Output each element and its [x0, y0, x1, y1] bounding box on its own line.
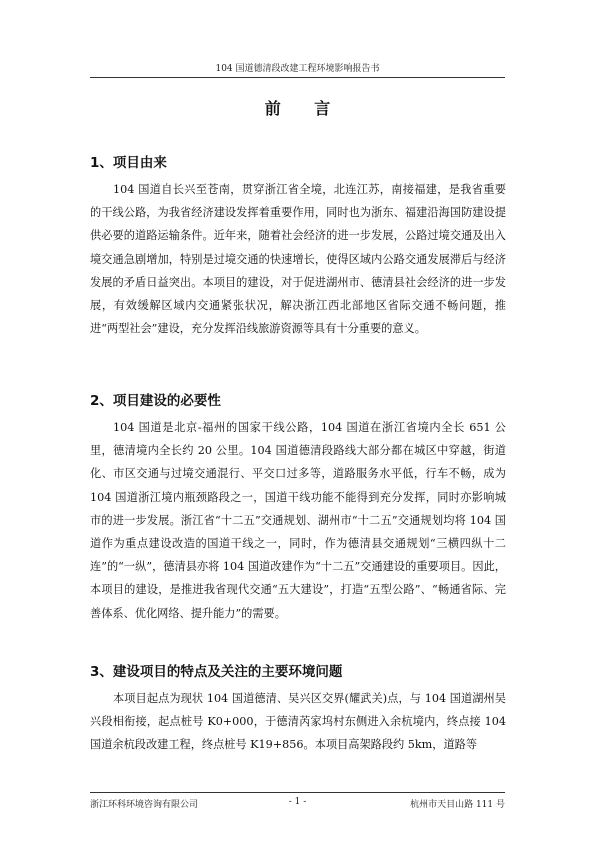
section-heading-3: 3、建设项目的特点及关注的主要环境问题 — [90, 664, 343, 680]
section-1-paragraph: 104 国道自长兴至苍南，贯穿浙江省全境，北连江苏，南接福建，是我省重要的干线公路，为我省经济建设发挥着重要作用，同时也为浙东、福建沿海国防建设提供必要的道路运输条件。近年来，随着社会经济的进一步发展，公路过境交通及出入境交通急剧增加，特别是过境交通的快速增长，使得区域内公路交通发展滞后与经济发展的矛盾日益突出。本项目的建设，对于促进湖州市、德清县社会经济的进一步发展，有效缓解区域内交通紧张状况，解决浙江西北部地区省际交通不畅问题，推进“两型社会”建设，充分发挥沿线旅游资源等具有十分重要的意义。 — [90, 183, 506, 336]
footer-company: 浙江环科环境咨询有限公司 — [90, 800, 199, 810]
section-2-paragraph: 104 国道是北京-福州的国家干线公路，104 国道在浙江省境内全长 651 公里，德清境内全长约 20 公里。104 国道德清段路线大部分都在城区中穿越，街道化、市区交通与过境交通混行、平交口过多等，道路服务水平低，行车不畅，成为 104 国道浙江境内瓶颈路段之一，国道干线功能不能得到充分发挥，同时亦影响城市的进一步发展。浙江省“十二五”交通规划、湖州市“十二五”交通规划均将 104 国道作为重点建设改造的国道干线之一，同时，作为德清县交通规划“三横四纵十二连”的“一纵”，德清县亦将 104 国道改建作为“十二五”交通建设的重要项目。因此，本项目的建设，是推进我省现代交通“五大建设”，打造“五型公路”、“畅通省际、完善体系、优化网络、提升能力”的需要。 — [90, 421, 506, 620]
footer-address: 杭州市天目山路 111 号 — [410, 800, 505, 810]
running-header: 104 国道德清段改建工程环境影响报告书 — [215, 64, 380, 74]
section-3-paragraph: 本项目起点为现状 104 国道德清、吴兴区交界(耀武关)点，与 104 国道湖州吴兴段相衔接，起点桩号 K0+000，于德清芮家坞村东侧进入余杭境内，终点接 104 国道余杭段改建工程，终点桩号 K19+856。本项目高架路段约 5km，道路等 — [90, 692, 506, 752]
header-divider — [90, 77, 505, 78]
footer-divider — [90, 792, 505, 793]
section-heading-1: 1、项目由来 — [90, 155, 167, 171]
page-title: 前 言 — [264, 99, 345, 118]
section-heading-2: 2、项目建设的必要性 — [90, 393, 221, 409]
page-number: - 1 - — [288, 797, 307, 807]
